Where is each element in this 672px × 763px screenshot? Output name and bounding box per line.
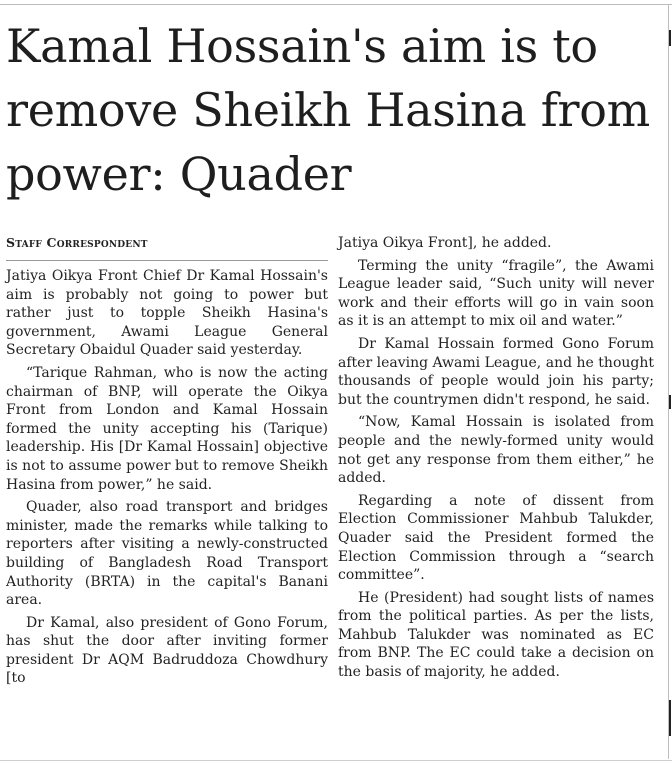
edge-mark xyxy=(669,30,671,46)
article-column-right xyxy=(338,232,654,686)
paragraph: Dr Kamal, also president of Gono Forum, has shut the door after inviting former president Dr AQM Badruddoza Chowdhury [to xyxy=(6,614,328,687)
paragraph: Dr Kamal Hossain formed Gono Forum after leaving Awami League, and he thought thousands of people would join his party; but the countrymen didn't respond, he said. xyxy=(338,335,654,408)
paragraph: Quader, also road transport and bridges minister, made the remarks while talking to reporters after visiting a newly-constructed building of Bangladesh Road Transport Authority (BRTA) in the capital's Banani area. xyxy=(6,499,328,609)
top-border xyxy=(0,4,672,5)
article-column-left xyxy=(6,232,328,692)
byline: Staff Correspondent xyxy=(6,235,148,250)
right-border xyxy=(668,4,669,759)
paragraph: Regarding a note of dissent from Election Commissioner Mahbub Talukder, Quader said the President formed the Election Commission through a “search committee”. xyxy=(338,492,654,584)
headline: Kamal Hossain's aim is to remove Sheikh Hasina from power: Quader xyxy=(6,19,650,201)
bottom-border xyxy=(0,760,672,761)
paragraph-continued: Jatiya Oikya Front], he added. xyxy=(338,235,552,251)
edge-mark xyxy=(669,395,671,409)
paragraph: He (President) had sought lists of names from the political parties. As per the lists, Mahbub Talukder was nominated as EC from BNP. The EC could take a decision on the basis of majority, he added. xyxy=(338,589,654,681)
byline-divider xyxy=(6,260,328,261)
paragraph: Terming the unity “fragile”, the Awami League leader said, “Such unity will never work and their efforts will go in vain soon as it is an attempt to mix oil and water.” xyxy=(338,257,654,330)
paragraph: “Tarique Rahman, who is now the acting chairman of BNP, will operate the Oikya Front from London and Kamal Hossain formed the unity accepting his (Tarique) leadership. His [Dr Kamal Hossain] objective is not to assume power but to remove Sheikh Hasina from power,” he said. xyxy=(6,364,328,493)
paragraph: “Now, Kamal Hossain is isolated from people and the newly-formed unity would not get any response from them either,” he added. xyxy=(338,414,654,487)
edge-mark xyxy=(669,700,671,736)
paragraph: Jatiya Oikya Front Chief Dr Kamal Hossain's aim is probably not going to power but rather just to topple Sheikh Hasina's government, Awami League General Secretary Obaidul Quader said yesterday. xyxy=(6,268,328,359)
